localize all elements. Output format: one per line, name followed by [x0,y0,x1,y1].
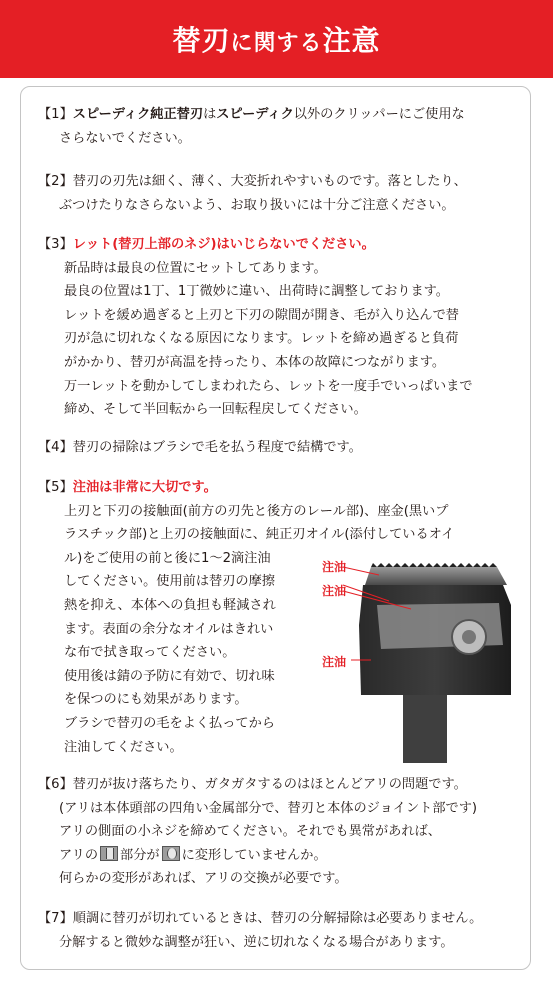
blade-teeth [371,563,497,567]
blade-screw-center [462,630,476,644]
page-title: 替刃に関する注意 [172,24,381,57]
item-2: 【2】替刃の刃先は細く、薄く、大変折れやすいものです。落としたり、 ぶつけたりなさらないよう、お取り扱いには十分ご注意ください。 [38,174,467,213]
oil-label-1: 注油 [322,560,347,574]
item-6: 【6】替刃が抜け落ちたり、ガタガタするのはほとんどアリの問題です。 (アリは本体頭部の四角い金属部分で、替刃と本体のジョイント部です) アリの側面の小ネジを締めてください。それでも異常があれば、 アリの 部分が に変形していませんか。 何らかの変形があれば、アリの交換が必要です。 [38,777,478,887]
header-banner [0,0,553,78]
oil-label-2: 注油 [322,584,347,598]
clipper-handle [403,685,447,763]
item-5: 【5】注油は非常に大切です。 上刃と下刃の接触面(前方の刃先と後方のレール部)、座金(黒いプ ラスチック部)と上刃の接触面に、純正刃オイル(添付しているオイ ル)をご使用の前と後に1〜2滴注油 してください。使用前は替刃の摩擦 熱を抑え、本体への負担も軽減され ます。表面の余分なオイルはきれい な布で拭き取ってください。 使用後は錆の予防に有効で、切れ味 を保つのにも効果があります。 ブラシで替刃の毛をよく払ってから 注油してください。 [38,480,455,755]
item-7: 【7】順調に替刃が切れているときは、替刃の分解掃除は必要ありません。 分解すると微妙な調整が狂い、逆に切れなくなる場合があります。 [38,911,483,950]
clipper-blade [365,567,507,585]
item-4: 【4】替刃の掃除はブラシで毛を払う程度で結構です。 [38,440,362,455]
clipper-blade-illustration [321,545,521,765]
square-bracket-icon [100,846,118,861]
oil-label-3: 注油 [322,655,347,669]
round-bracket-icon [162,846,180,861]
item-3: 【3】レット(替刃上部のネジ)はいじらないでください。 新品時は最良の位置にセットしてあります。 最良の位置は1丁、1丁微妙に違い、出荷時に調整しております。 レットを緩め過ぎると上刃と下刃の隙間が開き、毛が入り込んで替 刃が急に切れなくなる原因になります。レットを締め過ぎると負荷 がかかり、替刃が高温を持ったり、本体の故障につながります。 万一レットを動かしてしまわれたら、レットを一度手でいっぱいまで 締め、そして半回転から一回転程戻してください。 [38,237,473,418]
item-1: 【1】スピーディク純正替刃はスピーディク以外のクリッパーにご使用な さらないでください。 [38,107,465,146]
